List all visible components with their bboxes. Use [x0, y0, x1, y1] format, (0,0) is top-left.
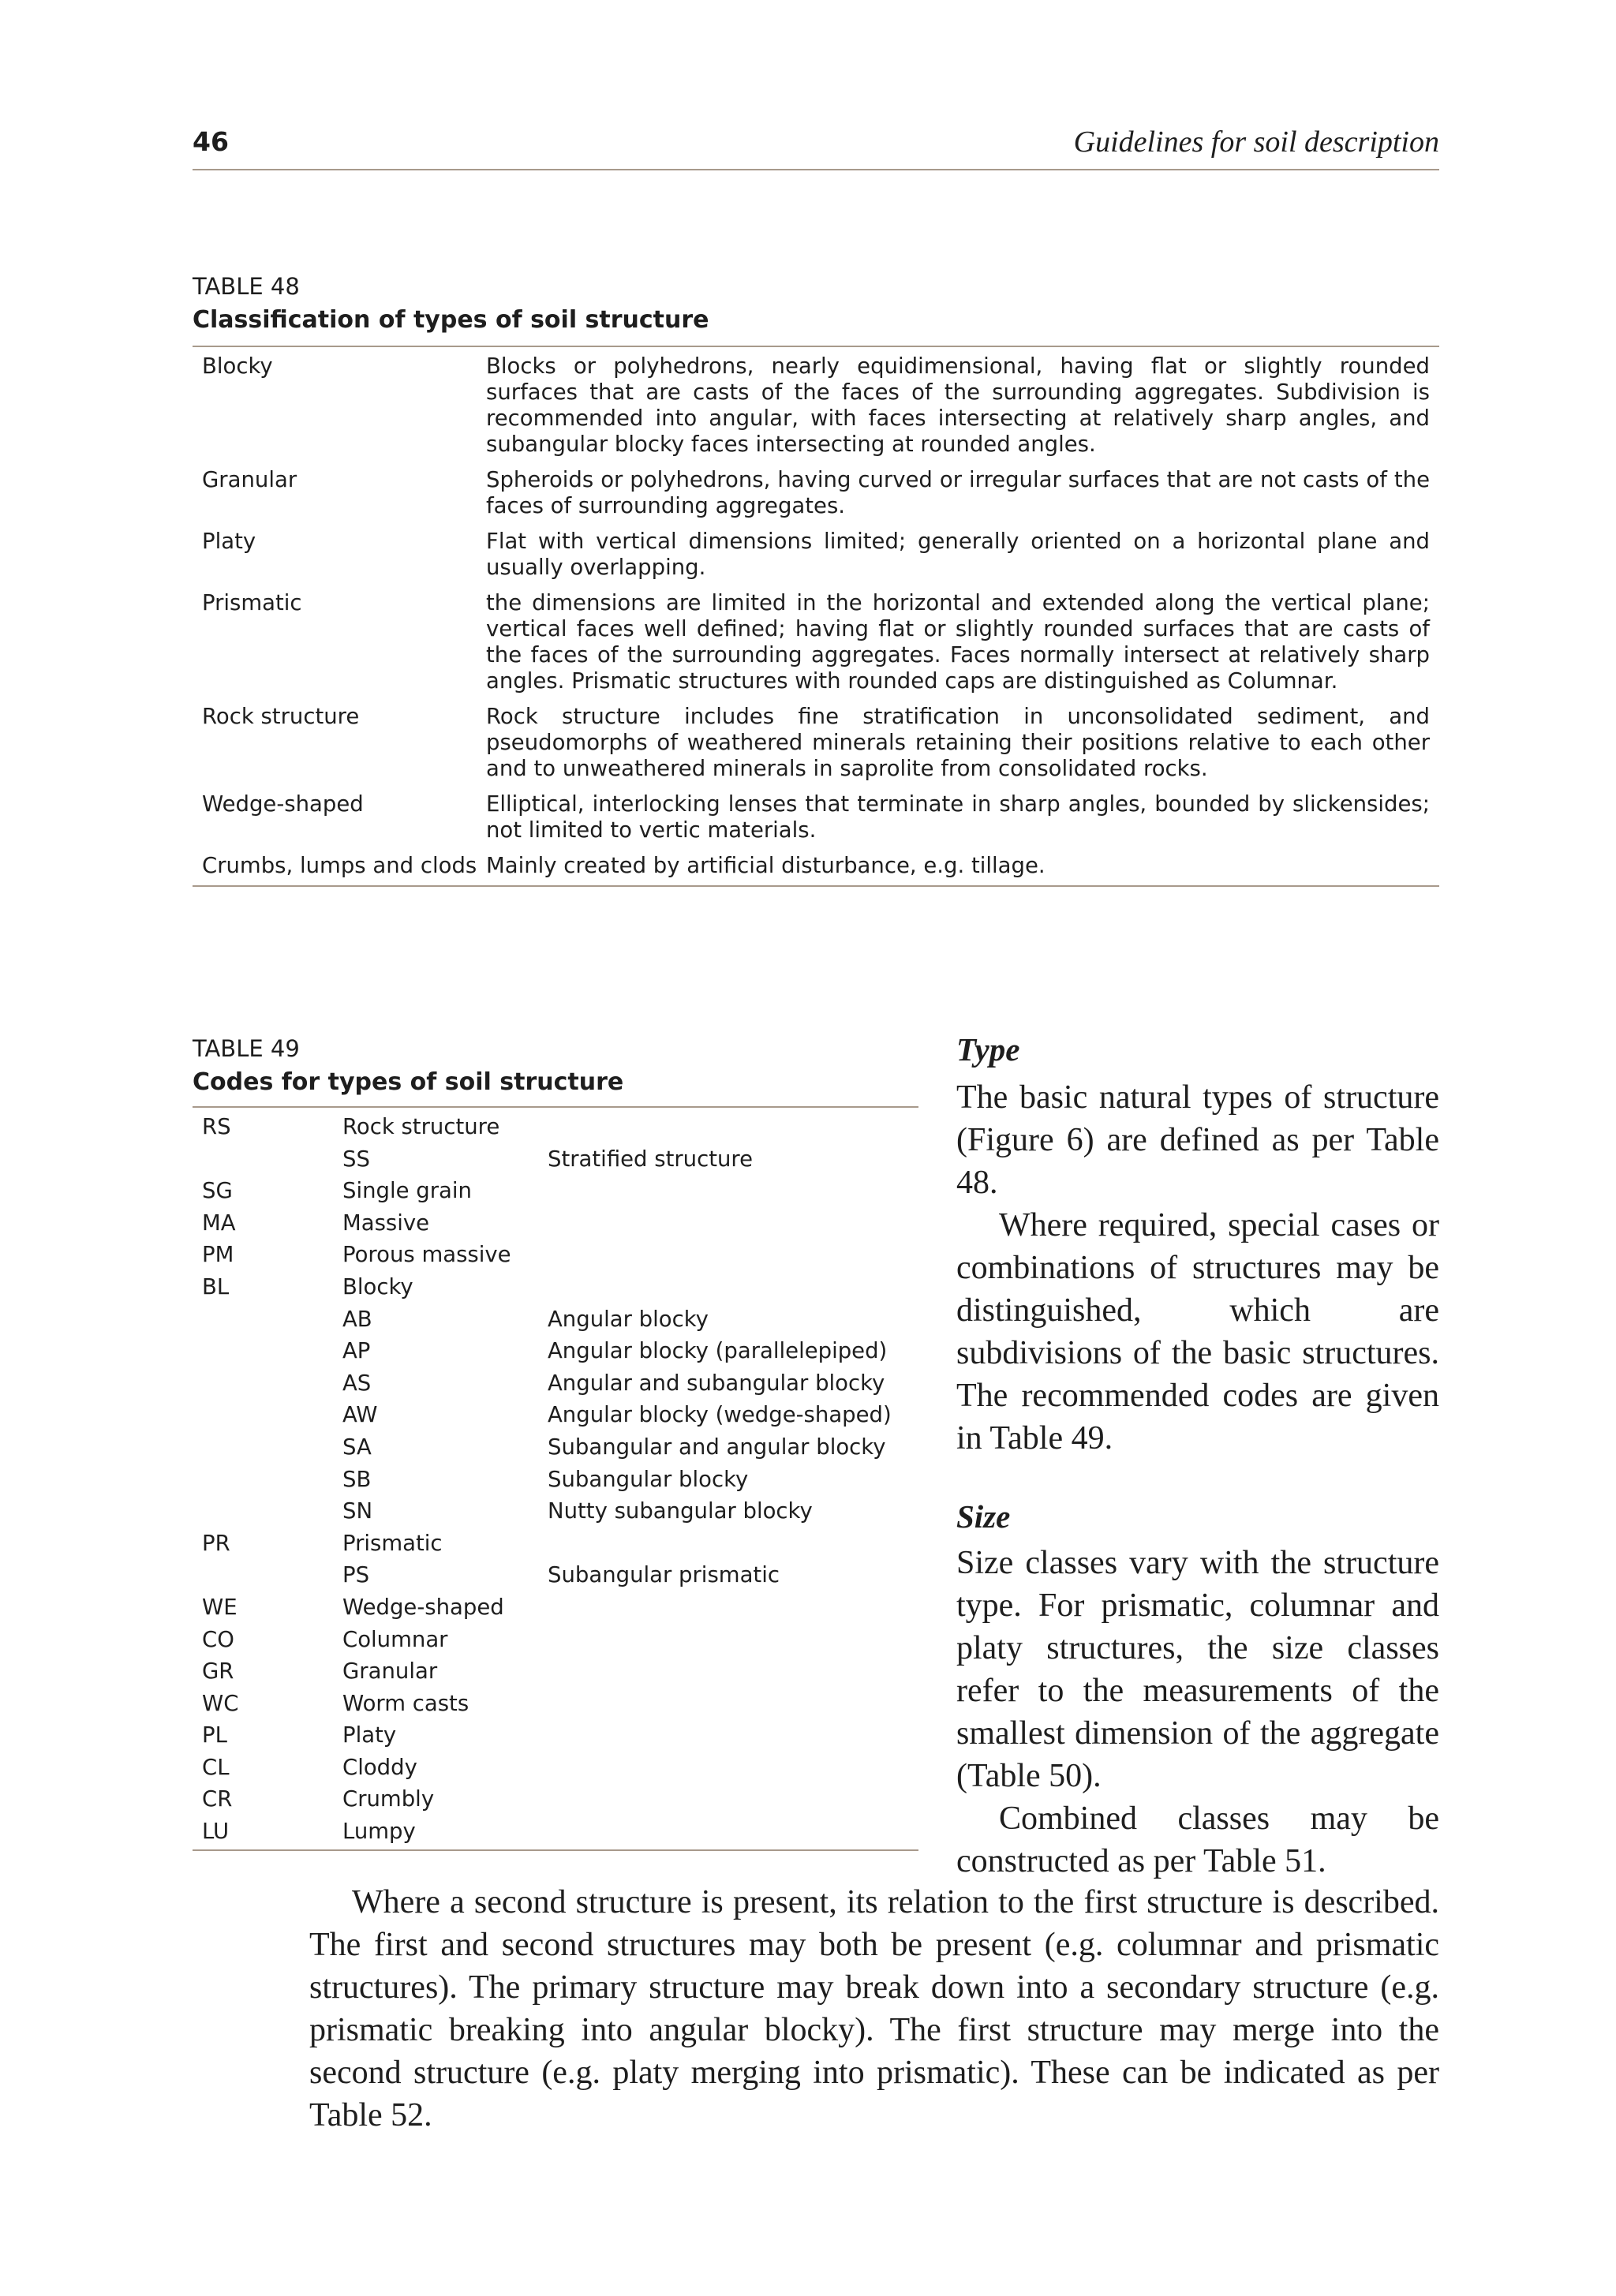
table49-name: Porous massive	[342, 1242, 511, 1268]
table49-name: Lumpy	[342, 1819, 416, 1845]
table49-code: PL	[202, 1722, 227, 1748]
table49-code: WE	[202, 1594, 238, 1620]
table49-row	[193, 1688, 918, 1720]
table49-code: BL	[202, 1273, 230, 1299]
table48-term: Prismatic	[202, 590, 302, 615]
table49-name: Crumbly	[342, 1786, 435, 1812]
table49-code: LU	[202, 1819, 230, 1845]
table49-row	[193, 1239, 918, 1271]
table49-row	[193, 1815, 918, 1848]
table48-term: Crumbs, lumps and clods	[202, 853, 477, 878]
running-title: Guidelines for soil description	[1073, 125, 1439, 159]
table48-row	[193, 699, 1439, 787]
table49-subtype: Subangular and angular blocky	[548, 1434, 886, 1460]
table49-row	[193, 1719, 918, 1752]
table49-row	[193, 1655, 918, 1688]
page-header	[193, 125, 1439, 170]
table49-row	[193, 1559, 918, 1591]
table49-name: AB	[342, 1306, 372, 1332]
size-paragraph: Size classes vary with the structure type. For prismatic, columnar and platy structures, the size classes refer to the measurements of the smallest dimension of the aggregate (Table 50).	[956, 1545, 1439, 1794]
table48-definition: Mainly created by artificial disturbance, e.g. tillage.	[486, 853, 1046, 878]
table49-row	[193, 1111, 918, 1143]
table48	[193, 346, 1439, 887]
table49-name: Single grain	[342, 1178, 472, 1204]
size-heading: Size	[956, 1498, 1011, 1535]
table49-code: WC	[202, 1690, 239, 1716]
page-number: 46	[193, 126, 229, 157]
table48-title: Classification of types of soil structure	[193, 306, 709, 334]
table49-code: MA	[202, 1210, 236, 1236]
table49-row	[193, 1143, 918, 1176]
table49-name: PS	[342, 1562, 370, 1588]
table49-row	[193, 1495, 918, 1528]
table49-row	[193, 1591, 918, 1624]
table49-row	[193, 1399, 918, 1431]
table49-code: CO	[202, 1626, 234, 1652]
table48-term: Platy	[202, 529, 256, 554]
table49-name: Platy	[342, 1722, 397, 1748]
table49-name: Rock structure	[342, 1114, 500, 1139]
type-heading: Type	[956, 1031, 1020, 1068]
table49-name: AS	[342, 1370, 372, 1396]
table49-name: SN	[342, 1498, 373, 1524]
table49-name: Cloddy	[342, 1754, 417, 1780]
table49-name: Wedge-shaped	[342, 1594, 504, 1620]
table49-subtype: Angular and subangular blocky	[548, 1370, 885, 1396]
table49-label: TABLE 49	[193, 1035, 300, 1062]
table49-subtype: Angular blocky (wedge-shaped)	[548, 1402, 892, 1428]
table48-label: TABLE 48	[193, 273, 300, 300]
table48-definition: Elliptical, interlocking lenses that terminate in sharp angles, bounded by slickensides; not limited to vertic materials.	[486, 791, 1430, 843]
table48-row	[193, 787, 1439, 848]
table49-title: Codes for types of soil structure	[193, 1068, 624, 1096]
table49-name: SA	[342, 1434, 372, 1460]
table49-code: SG	[202, 1178, 233, 1204]
type-paragraph: The basic natural types of structure (Figure 6) are defined as per Table 48.	[956, 1079, 1439, 1201]
table49-row	[193, 1431, 918, 1464]
table48-definition: Blocks or polyhedrons, nearly equidimensional, having flat or slightly rounded surfaces that are casts of the faces of the surrounding aggregates. Subdivision is recommended into angular, with faces intersecting at relatively sharp angles, and subangular blocky faces intersecting at rounded angles.	[486, 353, 1430, 457]
table49-row	[193, 1175, 918, 1207]
table48-term: Wedge-shaped	[202, 791, 364, 817]
table49-name: SB	[342, 1466, 372, 1492]
table49-code: PM	[202, 1242, 234, 1268]
table48-row	[193, 524, 1439, 585]
table48-term: Rock structure	[202, 704, 360, 729]
table48-row	[193, 462, 1439, 524]
table48-row	[193, 585, 1439, 699]
table49-name: Blocky	[342, 1273, 413, 1299]
table49-name: Prismatic	[342, 1530, 443, 1556]
table49-name: Worm casts	[342, 1690, 469, 1716]
table49-code: PR	[202, 1530, 230, 1556]
table49-code: GR	[202, 1658, 234, 1685]
table49-subtype: Angular blocky (parallelepiped)	[548, 1338, 888, 1364]
table48-term: Granular	[202, 467, 297, 492]
table48-definition: Flat with vertical dimensions limited; generally oriented on a horizontal plane and usually overlapping.	[486, 529, 1430, 580]
table49-row	[193, 1207, 918, 1240]
table49-row	[193, 1464, 918, 1496]
type-paragraph-2: Where required, special cases or combinations of structures may be distinguished, which are subdivisions of the basic structures. The recommended codes are given in Table 49.	[956, 1207, 1439, 1457]
table48-definition: Spheroids or polyhedrons, having curved or irregular surfaces that are not casts of the faces of surrounding aggregates.	[486, 467, 1430, 518]
table49-subtype: Angular blocky	[548, 1306, 709, 1332]
table49-row	[193, 1335, 918, 1367]
table49-name: AP	[342, 1338, 371, 1364]
table49-name: Granular	[342, 1658, 438, 1685]
table49-name: Massive	[342, 1210, 430, 1236]
table49-row	[193, 1271, 918, 1303]
table49-subtype: Subangular prismatic	[548, 1562, 780, 1588]
table49-code: RS	[202, 1114, 231, 1139]
table48-row	[193, 848, 1439, 885]
table49-row	[193, 1624, 918, 1656]
table49-subtype: Stratified structure	[548, 1146, 754, 1172]
table48-term: Blocky	[202, 353, 273, 379]
structure-relation-paragraph: Where a second structure is present, its relation to the first structure is described. The first and second structures may both be present (e.g. columnar and prismatic structures). The primary structure may break down into a secondary structure (e.g. prismatic breaking into angular blocky). The first structure may merge into the second structure (e.g. platy merging into prismatic). These can be indicated as per Table 52.	[309, 1884, 1439, 2133]
table49-row	[193, 1303, 918, 1336]
table49-row	[193, 1752, 918, 1784]
table49-name: AW	[342, 1402, 378, 1428]
table48-definition: Rock structure includes fine stratification in unconsolidated sediment, and pseudomorphs of weathered minerals retaining their positions relative to each other and to unweathered minerals in saprolite from consolidated rocks.	[486, 704, 1430, 781]
table49	[193, 1106, 918, 1851]
table49-row	[193, 1367, 918, 1400]
table48-definition: the dimensions are limited in the horizontal and extended along the vertical plane; vertical faces well defined; having flat or slightly rounded surfaces that are casts of the faces of the surrounding aggregates. Faces normally intersect at relatively sharp angles. Prismatic structures with rounded caps are distinguished as Columnar.	[486, 590, 1430, 694]
table49-name: SS	[342, 1146, 370, 1172]
table49-subtype: Subangular blocky	[548, 1466, 749, 1492]
table49-subtype: Nutty subangular blocky	[548, 1498, 813, 1524]
table48-row	[193, 347, 1439, 462]
table49-name: Columnar	[342, 1626, 448, 1652]
size-paragraph-2: Combined classes may be constructed as per Table 51.	[956, 1801, 1439, 1879]
table49-code: CL	[202, 1754, 230, 1780]
table49-code: CR	[202, 1786, 233, 1812]
table49-row	[193, 1783, 918, 1815]
table49-row	[193, 1528, 918, 1560]
